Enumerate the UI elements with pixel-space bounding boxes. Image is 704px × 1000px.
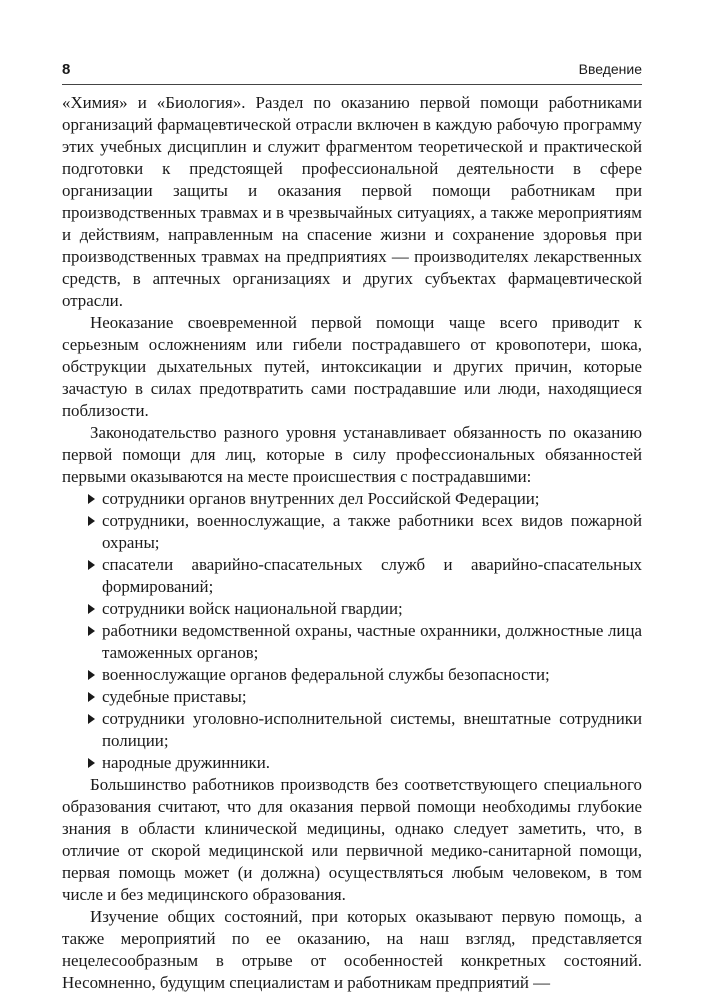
page-number: 8: [62, 61, 71, 78]
paragraph: Изучение общих состояний, при которых оказывают первую помощь, а также мероприятий по ее оказанию, на наш взгляд, представляется нецелесообразным в отрыве от особенностей конкретных состояний. Несомненно, будущим специалистам и работникам предприятий —: [62, 907, 642, 992]
list-item-text: сотрудники органов внутренних дел Российской Федерации;: [102, 489, 540, 508]
list-item: [62, 554, 642, 598]
list-item-text: сотрудники войск национальной гвардии;: [102, 599, 403, 618]
paragraph: Законодательство разного уровня устанавливает обязанность по оказанию первой помощи для лиц, которые в силу профессиональных обязанностей первыми оказываются на месте происшествия с пострадавшими:: [62, 423, 642, 486]
list-item: [62, 620, 642, 664]
paragraph: «Химия» и «Биология». Раздел по оказанию первой помощи работниками организаций фармацевтической отрасли включен в каждую рабочую программу этих учебных дисциплин и служит фрагментом теоретической и практической подготовки к предстоящей профессиональной деятельности в сфере организации защиты и оказания первой помощи работникам при производственных травмах и в чрезвычайных ситуациях, а также мероприятиям и действиям, направленным на спасение жизни и сохранение здоровья при производственных травмах на предприятиях — производителях лекарственных средств, в аптечных организациях и других субъектах фармацевтической отрасли.: [62, 93, 642, 310]
list-item-text: сотрудники уголовно-исполнительной системы, внештатные сотрудники полиции;: [102, 709, 642, 750]
list-item-text: военнослужащие органов федеральной службы безопасности;: [102, 665, 550, 684]
paragraph: Неоказание своевременной первой помощи чаще всего приводит к серьезным осложнениям или гибели пострадавшего от кровопотери, шока, обструкции дыхательных путей, интоксикации и других причин, которые зачастую в силах предотвратить сами пострадавшие или люди, находящиеся поблизости.: [62, 313, 642, 420]
list-item: [62, 664, 642, 686]
triangle-bullet-icon: [88, 560, 95, 570]
list-item-text: народные дружинники.: [102, 753, 270, 772]
list-item-text: сотрудники, военнослужащие, а также работники всех видов пожарной охраны;: [102, 511, 642, 552]
list-item: [62, 708, 642, 752]
list-item: [62, 510, 642, 554]
triangle-bullet-icon: [88, 604, 95, 614]
list-item-text: работники ведомственной охраны, частные охранники, должностные лица таможенных органов;: [102, 621, 642, 662]
page-header: [62, 58, 642, 85]
list-item: [62, 488, 642, 510]
list-item-text: спасатели аварийно-спасательных служб и аварийно-спасательных формирований;: [102, 555, 642, 596]
list-item: [62, 752, 642, 774]
triangle-bullet-icon: [88, 516, 95, 526]
running-head: Введение: [578, 61, 642, 77]
bullet-list: [62, 488, 642, 774]
body-text: [62, 92, 642, 994]
triangle-bullet-icon: [88, 626, 95, 636]
triangle-bullet-icon: [88, 714, 95, 724]
triangle-bullet-icon: [88, 670, 95, 680]
list-item-text: судебные приставы;: [102, 687, 247, 706]
list-item: [62, 598, 642, 620]
list-item: [62, 686, 642, 708]
paragraph: Большинство работников производств без соответствующего специального образования считают, что для оказания первой помощи необходимы глубокие знания в области клинической медицины, однако следует заметить, что, в отличие от скорой медицинской или первичной медико-санитарной помощи, первая помощь может (и должна) осуществляться любым человеком, в том числе и без медицинского образования.: [62, 775, 642, 904]
triangle-bullet-icon: [88, 494, 95, 504]
triangle-bullet-icon: [88, 758, 95, 768]
triangle-bullet-icon: [88, 692, 95, 702]
